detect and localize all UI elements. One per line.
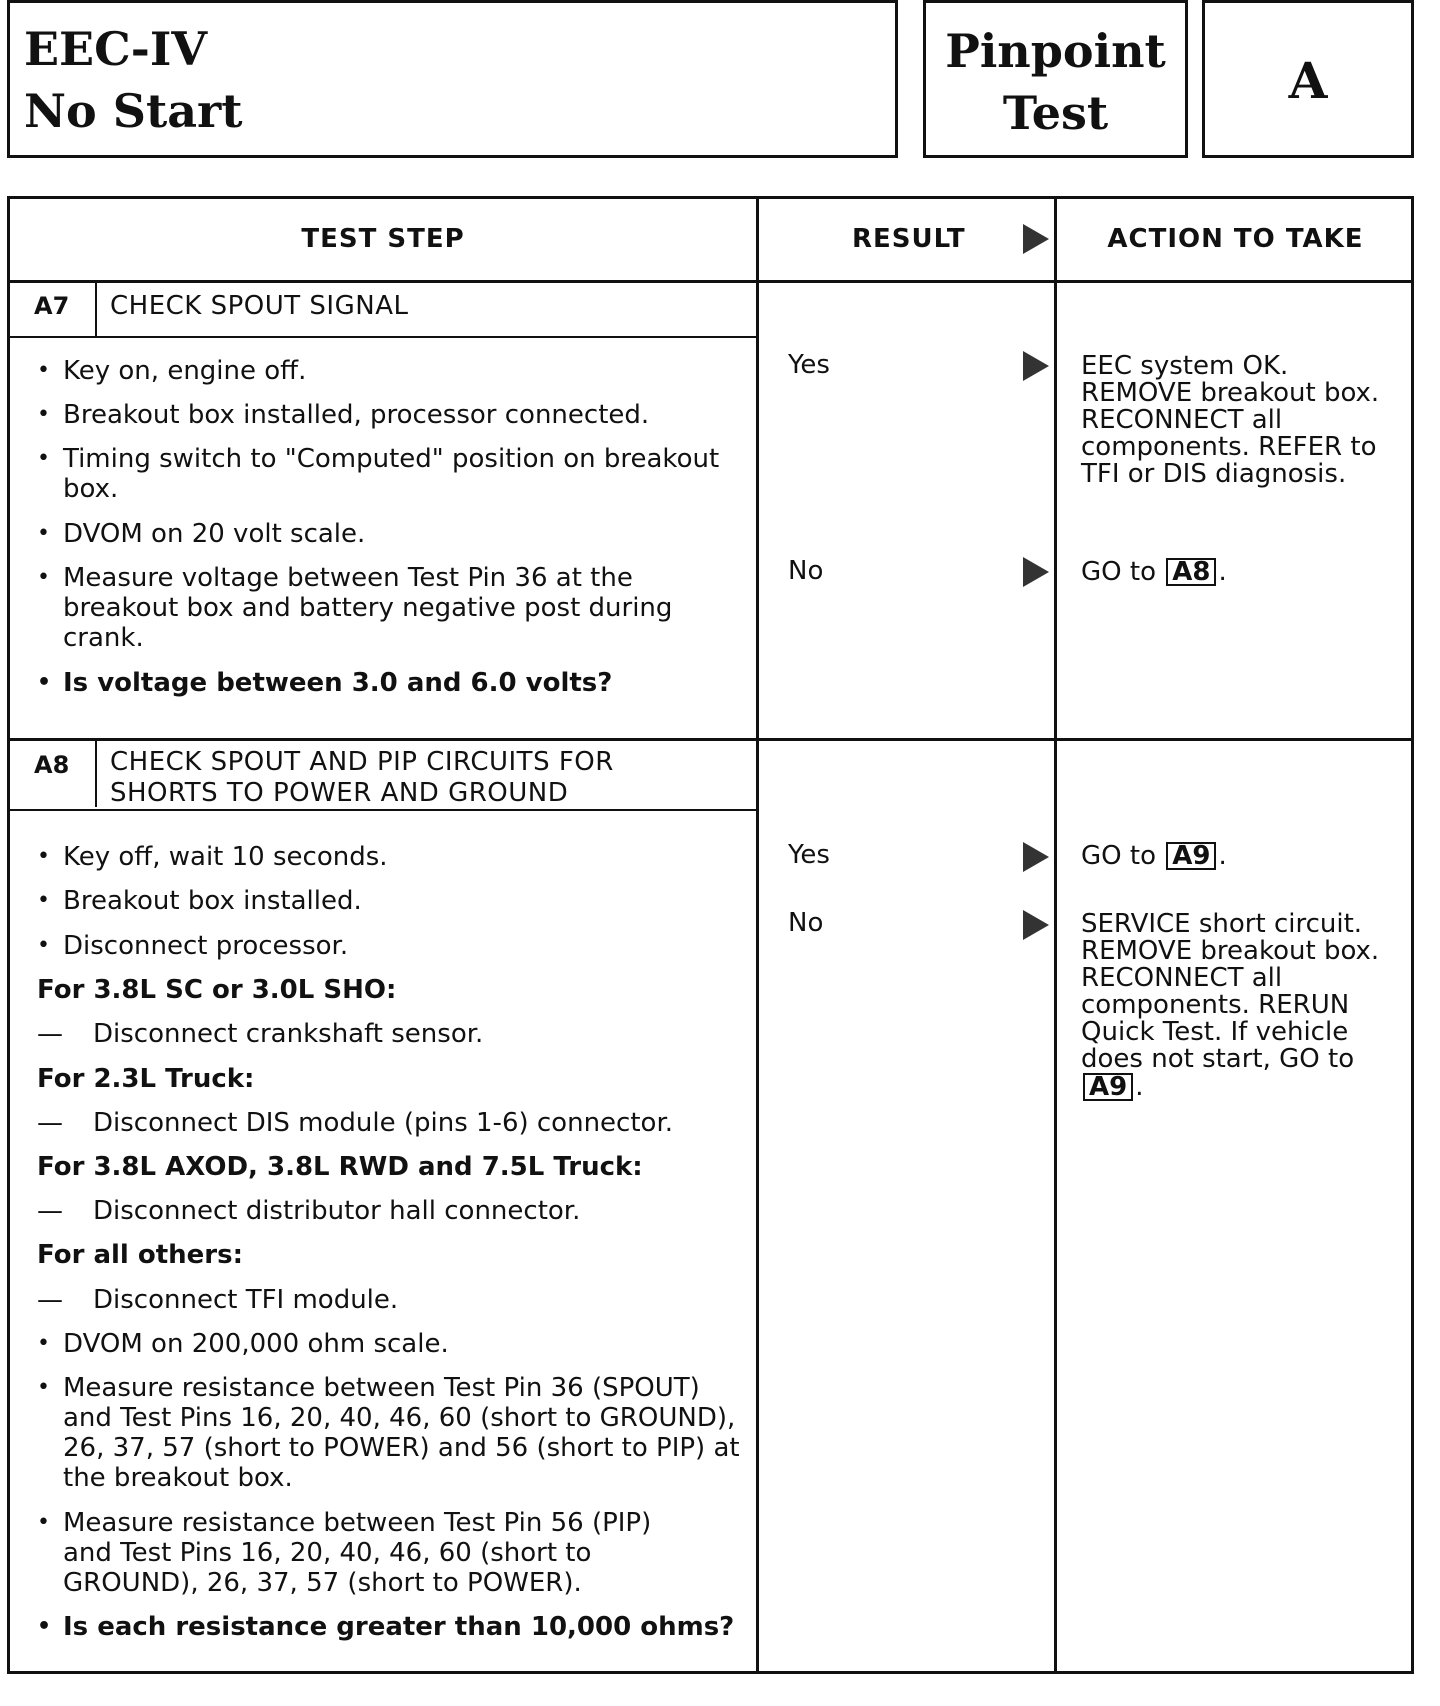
a7-step-1: • Key on, engine off.: [63, 356, 743, 386]
a8-step-4: • DVOM on 200,000 ohm scale.: [63, 1329, 743, 1359]
header-pinpoint-line1: Pinpoint: [945, 24, 1166, 78]
a8-action-no-ref-a9[interactable]: A9: [1083, 1073, 1133, 1101]
a7-action-yes: EEC system OK. REMOVE breakout box. RECONNECT all components. REFER to TFI or DIS diagnosis.: [1081, 351, 1380, 489]
a7-result-yes: Yes: [788, 350, 830, 380]
a8-detail-3: — Disconnect distributor hall connector.: [93, 1196, 743, 1226]
a7-a8-row-divider: [10, 738, 1411, 741]
a7-action-no-suffix: .: [1218, 557, 1227, 587]
step-a8-header-divider: [10, 809, 756, 811]
header-pinpoint-box: [923, 0, 1188, 158]
a8-step-2: • Breakout box installed.: [63, 886, 743, 916]
a8-step-3: • Disconnect processor.: [63, 931, 743, 961]
a7-step-2: • Breakout box installed, processor connected.: [63, 400, 743, 430]
step-a8-title-line2: SHORTS TO POWER AND GROUND: [110, 778, 569, 808]
a8-action-yes-suffix: .: [1218, 841, 1227, 871]
a8-step-5: • Measure resistance between Test Pin 36 (SPOUT) and Test Pins 16, 20, 40, 46, 60 (short to GROUND), 26, 37, 57 (short to POWER) and 56 (short to PIP) at the breakout box.: [63, 1373, 743, 1493]
a8-step-1: • Key off, wait 10 seconds.: [63, 842, 743, 872]
a8-action-no: [1081, 911, 1401, 1101]
a8-action-no-text: SERVICE short circuit. REMOVE breakout box. RECONNECT all components. RERUN Quick Test. If vehicle does not start, GO to: [1081, 909, 1380, 1074]
a7-step-5: • Measure voltage between Test Pin 36 at the breakout box and battery negative post during crank.: [63, 563, 703, 653]
a7-question: • Is voltage between 3.0 and 6.0 volts?: [63, 668, 743, 698]
a8-detail-1: — Disconnect crankshaft sensor.: [93, 1019, 743, 1049]
step-a8-id: A8: [34, 751, 70, 779]
a8-action-no-suffix: .: [1135, 1072, 1144, 1102]
a7-result-no: No: [788, 556, 824, 586]
a7-action-no-ref-a8[interactable]: A8: [1166, 558, 1216, 586]
a8-result-yes: Yes: [788, 840, 830, 870]
pinpoint-test-table: [7, 196, 1414, 1674]
a8-action-yes-ref-a9[interactable]: A9: [1166, 842, 1216, 870]
a8-detail-4: — Disconnect TFI module.: [93, 1285, 743, 1315]
header-title-line2: No Start: [24, 84, 243, 138]
result-arrow-icon: [1023, 224, 1049, 254]
a7-yes-arrow-icon: [1023, 351, 1049, 381]
a7-step-3: • Timing switch to "Computed" position on breakout box.: [63, 444, 743, 504]
a8-heading-4: For all others:: [37, 1240, 243, 1270]
column-header-test-step: TEST STEP: [301, 224, 465, 254]
column-header-result: RESULT: [852, 224, 966, 254]
a8-question: • Is each resistance greater than 10,000 ohms?: [63, 1612, 743, 1642]
column-divider-2: [1054, 199, 1057, 1671]
a8-action-yes-prefix: GO to: [1081, 841, 1156, 871]
header-title-line1: EEC-IV: [24, 22, 208, 76]
a7-step-4: • DVOM on 20 volt scale.: [63, 519, 743, 549]
a8-heading-1: For 3.8L SC or 3.0L SHO:: [37, 975, 397, 1005]
step-a7-header-divider: [10, 336, 756, 338]
header-letter: A: [1288, 51, 1328, 110]
header-row-divider: [10, 280, 1411, 283]
a8-yes-arrow-icon: [1023, 842, 1049, 872]
a8-result-no: No: [788, 908, 824, 938]
step-a7-id: A7: [34, 292, 70, 320]
a7-action-no: [1081, 558, 1401, 586]
header-letter-box: [1202, 0, 1414, 158]
a7-action-no-prefix: GO to: [1081, 557, 1156, 587]
step-a7-id-divider: [95, 283, 97, 337]
header-pinpoint-line2: Test: [1002, 86, 1109, 140]
a8-no-arrow-icon: [1023, 910, 1049, 940]
a8-step-6: • Measure resistance between Test Pin 56 (PIP) and Test Pins 16, 20, 40, 46, 60 (short to GROUND), 26, 37, 57 (short to POWER).: [63, 1508, 708, 1598]
a8-heading-3: For 3.8L AXOD, 3.8L RWD and 7.5L Truck:: [37, 1152, 643, 1182]
a7-no-arrow-icon: [1023, 557, 1049, 587]
a8-action-yes: [1081, 842, 1401, 870]
a8-heading-2: For 2.3L Truck:: [37, 1064, 255, 1094]
column-divider-1: [756, 199, 759, 1671]
column-header-action: ACTION TO TAKE: [1107, 224, 1364, 254]
step-a7-title: CHECK SPOUT SIGNAL: [110, 291, 409, 321]
a8-detail-2: — Disconnect DIS module (pins 1-6) connector.: [93, 1108, 743, 1138]
step-a8-id-divider: [95, 741, 97, 807]
header-title-box: [7, 0, 898, 158]
step-a8-title-line1: CHECK SPOUT AND PIP CIRCUITS FOR: [110, 747, 614, 777]
